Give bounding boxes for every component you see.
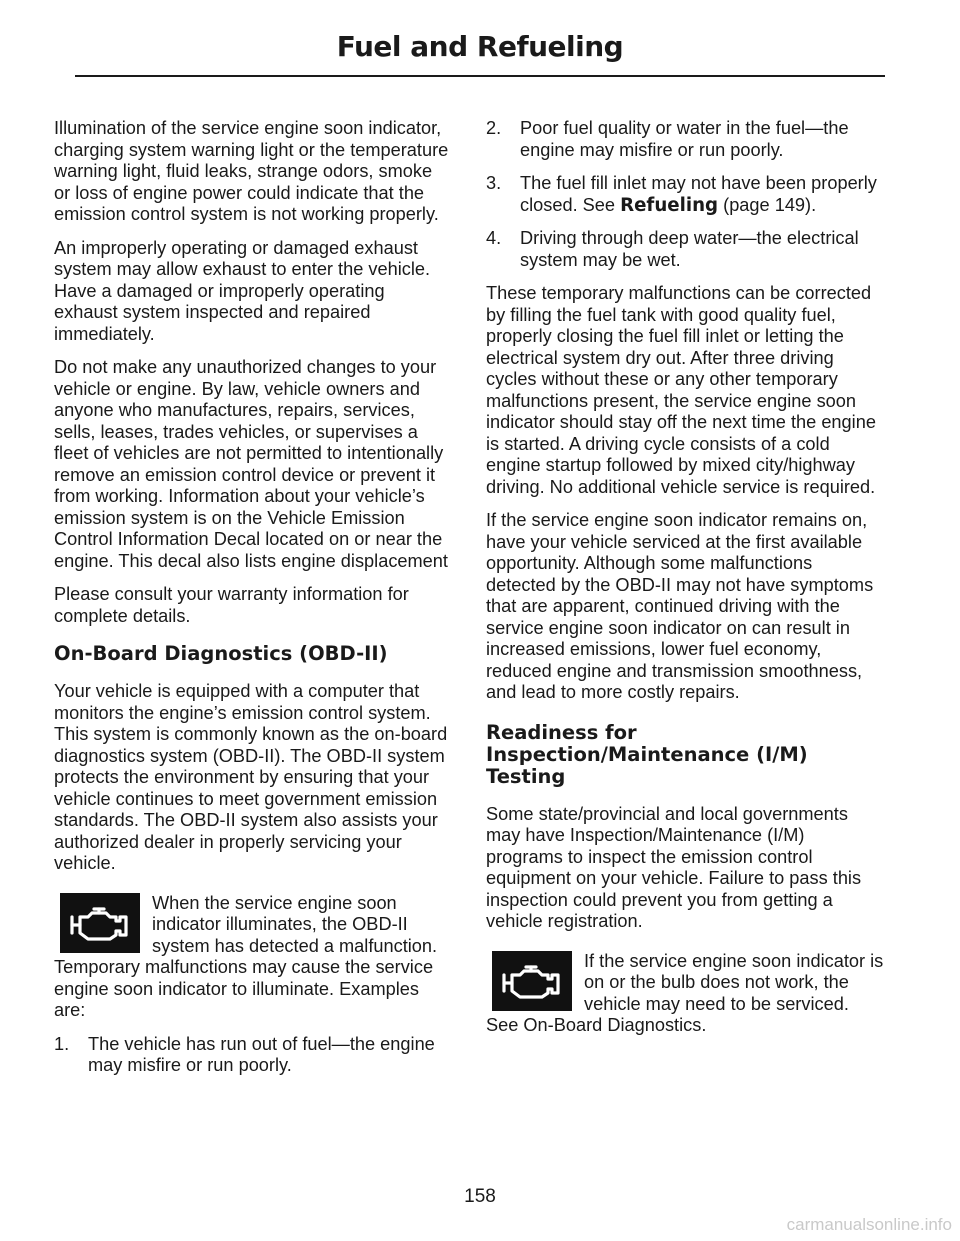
left-column	[54, 118, 452, 1089]
list-text-part: (page 149).	[718, 194, 817, 215]
paragraph: These temporary malfunctions can be corrected by filling the fuel tank with good quality fuel, properly closing the fuel fill inlet or letting the electrical system dry out. After three driving cycles without these or any other temporary malfunctions present, the service engine soon indicator should stay off the next time the engine is started. A driving cycle consists of a cold engine startup followed by mixed city/highway driving. No additional vehicle service is required.	[486, 283, 876, 497]
list-item	[486, 173, 884, 216]
section-heading-obd: On-Board Diagnostics (OBD-II)	[54, 642, 388, 665]
section-heading-readiness: Readiness for Inspection/Maintenance (I/M) Testing	[486, 720, 808, 788]
examples-list-continued	[486, 118, 884, 271]
header-rule	[75, 75, 885, 77]
right-column	[486, 118, 884, 1049]
paragraph: Some state/provincial and local governments may have Inspection/Maintenance (I/M) programs to inspect the emission control equipment on your vehicle. Failure to pass this inspection could prevent you from getting a vehicle registration.	[486, 803, 862, 931]
list-number: 4.	[486, 228, 502, 248]
engine-warning-icon	[60, 893, 140, 953]
paragraph-text: When the service engine soon indicator illuminates, the OBD-II system has detected a malfunction. Temporary malfunctions may cause the service engine soon indicator to illuminate. Examples are:	[54, 892, 438, 1020]
engine-warning-icon	[492, 951, 572, 1011]
paragraph: Do not make any unauthorized changes to your vehicle or engine. By law, vehicle owners and anyone who manufactures, repairs, services, sells, leases, trades vehicles, or supervises a fleet of vehicles are not permitted to intentionally remove an emission control device or prevent it from working. Information about your vehicle’s emission system is on the Vehicle Emission Control Information Decal located on or near the engine. This decal also lists engine displacement	[54, 357, 448, 571]
list-item	[486, 118, 884, 161]
paragraph-with-icon	[54, 893, 452, 1022]
list-text	[520, 173, 877, 215]
list-number: 2.	[486, 118, 502, 138]
cross-reference-link[interactable]: Refueling	[620, 194, 719, 216]
paragraph-with-icon	[486, 951, 884, 1037]
list-text: Driving through deep water—the electrical system may be wet.	[520, 228, 859, 270]
paragraph-text: If the service engine soon indicator is on or the bulb does not work, the vehicle may need to be serviced. See On-Board Diagnostics.	[486, 950, 884, 1035]
paragraph: Illumination of the service engine soon indicator, charging system warning light or the temperature warning light, fluid leaks, strange odors, smoke or loss of engine power could indicate that the emission control system is not working properly.	[54, 118, 449, 224]
page-title: Fuel and Refueling	[336, 30, 624, 63]
list-item	[54, 1034, 452, 1077]
paragraph: If the service engine soon indicator remains on, have your vehicle serviced at the first available opportunity. Although some malfunctions detected by the OBD-II may not have symptoms that are apparent, continued driving with the service engine soon indicator on can result in increased emissions, lower fuel economy, reduced engine and transmission smoothness, and lead to more costly repairs.	[486, 510, 874, 702]
list-number: 3.	[486, 173, 502, 193]
list-text: Poor fuel quality or water in the fuel—the engine may misfire or run poorly.	[520, 118, 849, 160]
paragraph: Please consult your warranty information for complete details.	[54, 584, 409, 626]
paragraph: Your vehicle is equipped with a computer that monitors the engine’s emission control system. This system is commonly known as the on-board diagnostics system (OBD-II). The OBD-II system protects the environment by ensuring that your vehicle continues to meet government emission standards. The OBD-II system also assists your authorized dealer in properly servicing your vehicle.	[54, 681, 448, 873]
list-text: The vehicle has run out of fuel—the engine may misfire or run poorly.	[88, 1033, 435, 1075]
page-number: 158	[464, 1186, 496, 1207]
list-text-part: The fuel fill inlet may not have been properly closed. See	[520, 173, 877, 215]
watermark: carmanualsonline.info	[786, 1215, 952, 1234]
list-number: 1.	[54, 1033, 70, 1054]
paragraph: An improperly operating or damaged exhaust system may allow exhaust to enter the vehicle. Have a damaged or improperly operating exhaust system inspected and repaired immediately.	[54, 237, 431, 344]
list-item	[486, 228, 884, 271]
examples-list	[54, 1034, 452, 1077]
